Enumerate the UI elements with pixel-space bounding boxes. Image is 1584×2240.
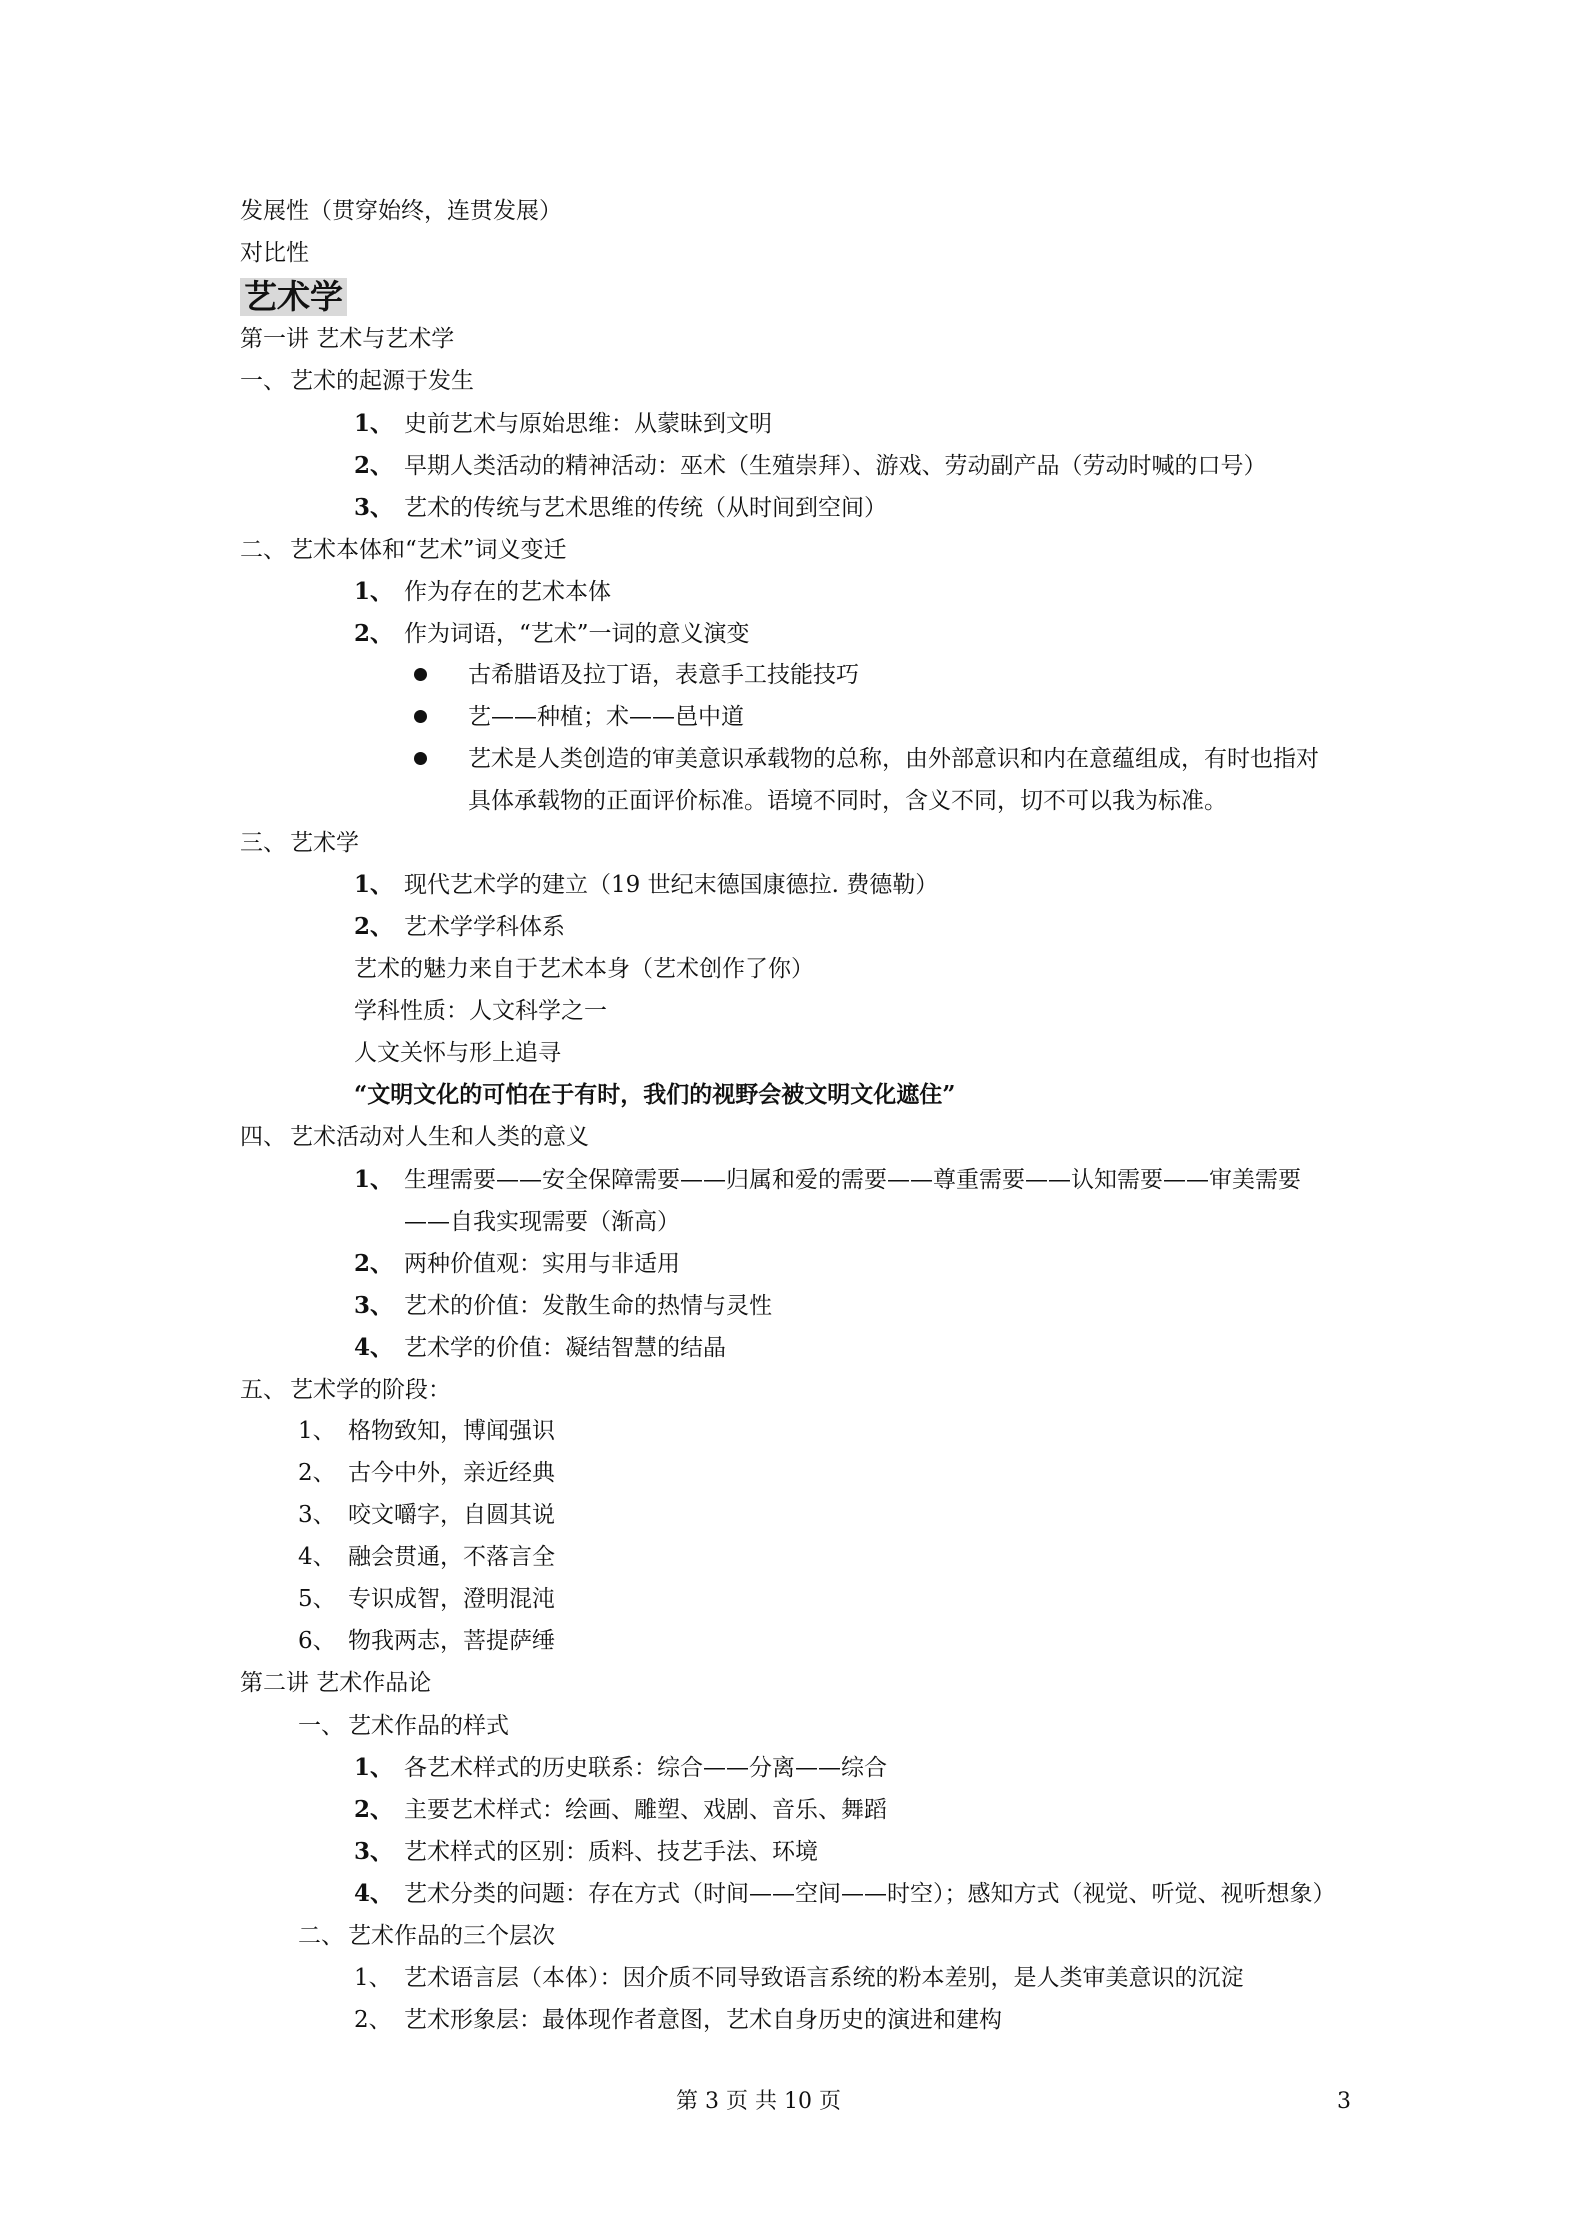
list-item	[354, 577, 611, 607]
section-marker: 三、	[240, 830, 286, 856]
item-number: 1、	[354, 1166, 394, 1193]
bullet-item-continuation: 具体承载物的正面评价标准。语境不同时，含义不同，切不可以我为标准。	[468, 788, 1227, 814]
list-item	[354, 1333, 726, 1363]
item-number: 2、	[354, 620, 394, 647]
list-item-continuation: ——自我实现需要（渐高）	[404, 1209, 680, 1235]
item-number: 3、	[298, 1502, 336, 1528]
section-title: 艺术学	[290, 830, 359, 856]
item-number: 2、	[354, 452, 394, 479]
item-text: 咬文嚼字，自圆其说	[348, 1502, 555, 1528]
list-item	[354, 870, 938, 900]
list-item	[354, 1165, 1301, 1195]
section-heading	[240, 1375, 451, 1405]
item-number: 6、	[298, 1628, 336, 1654]
section-heading	[240, 828, 359, 858]
item-number: 2、	[354, 2007, 392, 2033]
section-heading	[298, 1711, 509, 1741]
item-number: 4、	[354, 1880, 394, 1907]
item-text: 艺术分类的问题：存在方式（时间——空间——时空）；感知方式（视觉、听觉、视听想象）	[404, 1881, 1336, 1907]
item-text: 物我两志，菩提萨缍	[348, 1628, 555, 1654]
item-text: 融会贯通，不落言全	[348, 1544, 555, 1570]
item-text: 专识成智，澄明混沌	[348, 1586, 555, 1612]
item-text: 古今中外，亲近经典	[348, 1460, 555, 1486]
item-text: 史前艺术与原始思维：从蒙昧到文明	[404, 411, 772, 437]
item-text: 作为词语，“艺术”一词的意义演变	[404, 621, 750, 647]
item-number: 3、	[354, 1838, 394, 1865]
item-text: 作为存在的艺术本体	[404, 579, 611, 605]
lecture1-heading: 第一讲 艺术与艺术学	[240, 326, 455, 352]
item-number: 2、	[354, 1250, 394, 1277]
section-title: 艺术本体和“艺术”词义变迁	[290, 537, 567, 563]
section-title: 艺术作品的样式	[348, 1713, 509, 1739]
bullet-item: 艺术是人类创造的审美意识承载物的总称，由外部意识和内在意蕴组成，有时也指对	[468, 746, 1319, 772]
section-heading	[240, 535, 567, 565]
note-line: 人文关怀与形上追寻	[354, 1040, 561, 1066]
list-item	[298, 1500, 555, 1530]
item-number: 5、	[298, 1586, 336, 1612]
item-text: 艺术学的价值：凝结智慧的结晶	[404, 1335, 726, 1361]
intro-line-1: 发展性（贯穿始终，连贯发展）	[240, 198, 562, 224]
section-heading	[240, 366, 474, 396]
list-item	[354, 451, 1267, 481]
item-number: 2、	[354, 1796, 394, 1823]
list-item	[298, 1416, 555, 1446]
item-text: 艺术学学科体系	[404, 914, 565, 940]
item-number: 4、	[298, 1544, 336, 1570]
item-number: 1、	[354, 410, 394, 437]
list-item	[354, 409, 772, 439]
list-item	[298, 1458, 555, 1488]
item-number: 1、	[354, 1754, 394, 1781]
item-number: 1、	[354, 578, 394, 605]
item-number: 4、	[354, 1334, 394, 1361]
section-title: 艺术学的阶段：	[290, 1377, 451, 1403]
item-text: 艺术的价值：发散生命的热情与灵性	[404, 1293, 772, 1319]
section-title: 艺术作品的三个层次	[348, 1923, 555, 1949]
list-item	[298, 1542, 555, 1572]
section-heading	[298, 1921, 555, 1951]
item-number: 3、	[354, 1292, 394, 1319]
section-marker: 二、	[240, 537, 286, 563]
item-number: 3、	[354, 494, 394, 521]
bullet-dot-icon	[414, 668, 427, 681]
section-title: 艺术活动对人生和人类的意义	[290, 1124, 589, 1150]
item-number: 2、	[354, 913, 394, 940]
list-item	[354, 1249, 680, 1279]
item-text: 艺术的传统与艺术思维的传统（从时间到空间）	[404, 495, 887, 521]
intro-line-2: 对比性	[240, 240, 309, 266]
item-text: 艺术形象层：最体现作者意图，艺术自身历史的演进和建构	[404, 2007, 1002, 2033]
section-marker: 一、	[240, 368, 286, 394]
section-marker: 五、	[240, 1377, 286, 1403]
bullet-item: 古希腊语及拉丁语，表意手工技能技巧	[468, 662, 859, 688]
list-item	[354, 2005, 1002, 2035]
list-item	[354, 1879, 1336, 1909]
page-footer-counter: 第 3 页 共 10 页	[676, 2089, 841, 2114]
list-item	[354, 1753, 887, 1783]
list-item	[354, 1795, 887, 1825]
item-text: 艺术语言层（本体）：因介质不同导致语言系统的粉本差别，是人类审美意识的沉淀	[404, 1965, 1244, 1991]
section-marker: 四、	[240, 1124, 286, 1150]
item-text: 两种价值观：实用与非适用	[404, 1251, 680, 1277]
list-item	[354, 493, 887, 523]
item-text: 格物致知，博闻强识	[348, 1418, 555, 1444]
note-line: 学科性质：人文科学之一	[354, 998, 607, 1024]
bullet-dot-icon	[414, 710, 427, 723]
item-text: 主要艺术样式：绘画、雕塑、戏剧、音乐、舞蹈	[404, 1797, 887, 1823]
lecture2-heading: 第二讲 艺术作品论	[240, 1670, 432, 1696]
section-title: 艺术的起源于发生	[290, 368, 474, 394]
item-number: 1、	[354, 1965, 392, 1991]
section-marker: 二、	[298, 1923, 344, 1949]
bullet-dot-icon	[414, 752, 427, 765]
note-line: 艺术的魅力来自于艺术本身（艺术创作了你）	[354, 956, 814, 982]
item-number: 2、	[298, 1460, 336, 1486]
item-number: 1、	[354, 871, 394, 898]
list-item	[298, 1626, 555, 1656]
item-text: 艺术样式的区别：质料、技艺手法、环境	[404, 1839, 818, 1865]
section-marker: 一、	[298, 1713, 344, 1739]
item-text: 现代艺术学的建立（19 世纪末德国康德拉. 费德勒）	[404, 872, 939, 898]
list-item	[298, 1584, 555, 1614]
list-item	[354, 619, 750, 649]
page-number: 3	[1337, 2089, 1351, 2114]
list-item	[354, 1291, 772, 1321]
list-item	[354, 1963, 1244, 1993]
bullet-item: 艺——种植；术——邑中道	[468, 704, 744, 730]
item-number: 1、	[298, 1418, 336, 1444]
list-item	[354, 1837, 818, 1867]
list-item	[354, 912, 565, 942]
item-text: 早期人类活动的精神活动：巫术（生殖崇拜）、游戏、劳动副产品（劳动时喊的口号）	[404, 453, 1267, 479]
item-text: 各艺术样式的历史联系：综合——分离——综合	[404, 1755, 887, 1781]
page-title: 艺术学	[240, 278, 347, 316]
section-heading	[240, 1122, 589, 1152]
quote-line: “文明文化的可怕在于有时，我们的视野会被文明文化遮住”	[354, 1081, 956, 1108]
item-text: 生理需要——安全保障需要——归属和爱的需要——尊重需要——认知需要——审美需要	[404, 1167, 1301, 1193]
